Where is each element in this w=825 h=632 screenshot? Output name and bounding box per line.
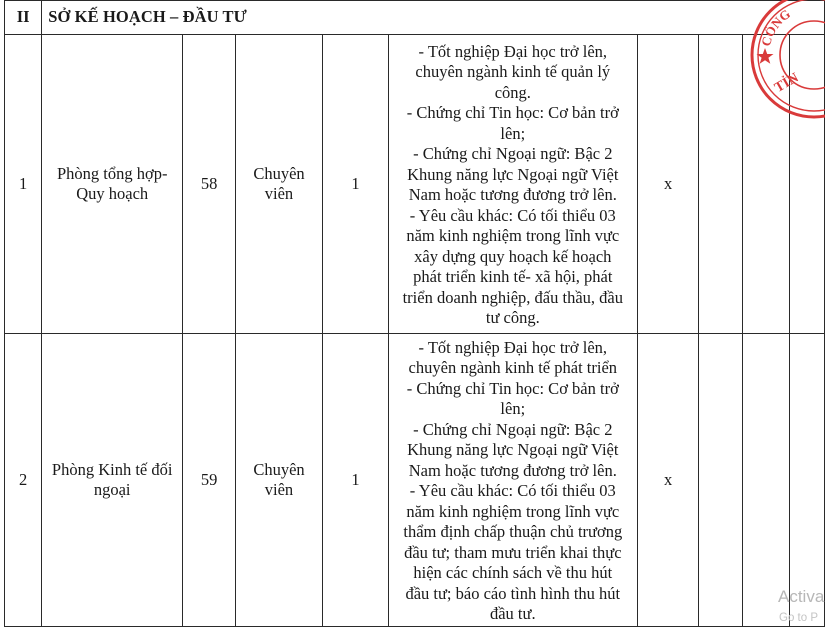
requirement-line: - Tốt nghiệp Đại học trở lên, xyxy=(418,337,608,357)
requirement-line: - Chứng chỉ Ngoại ngữ: Bậc 2 xyxy=(413,144,613,163)
requirement-line: năm kinh nghiệm trong lĩnh vực xyxy=(406,226,620,245)
position-code: 58 xyxy=(183,35,236,334)
requirement-line: đầu tư; tham mưu triển khai thực xyxy=(404,542,622,562)
official-seal-icon xyxy=(745,0,825,124)
position-line: viên xyxy=(264,480,294,499)
empty-cell xyxy=(743,334,790,627)
requirement-line: - Chứng chỉ Tin học: Cơ bản trở xyxy=(406,378,619,398)
department-cell xyxy=(42,35,183,334)
recruitment-table xyxy=(4,0,825,627)
department-line: Phòng Kinh tế đối xyxy=(51,459,173,479)
requirement-line: năm kinh nghiệm trong lĩnh vực xyxy=(406,501,620,521)
requirement-line: tư công. xyxy=(485,308,540,327)
position-line: viên xyxy=(264,184,294,203)
requirement-line: triển doanh nghiệp, đấu thầu, đầu xyxy=(402,287,623,307)
section-header-row xyxy=(5,1,825,35)
requirements-cell xyxy=(389,35,638,334)
requirement-line: lên; xyxy=(500,399,526,418)
requirement-line: đầu tư; báo cáo tình hình thu hút xyxy=(405,583,621,603)
requirement-line: chuyên ngành kinh tế phát triển xyxy=(408,358,618,377)
mark-cell: x xyxy=(638,35,698,334)
department-line: ngoại xyxy=(93,480,131,499)
empty-cell xyxy=(698,35,743,334)
position-title-cell xyxy=(236,334,323,627)
position-line: Chuyên xyxy=(253,163,305,183)
requirement-line: - Yêu cầu khác: Có tối thiểu 03 xyxy=(409,205,616,225)
empty-cell xyxy=(698,334,743,627)
requirement-line: hiện các chính sách về thu hút xyxy=(413,563,613,582)
department-cell xyxy=(42,334,183,627)
requirement-line: Khung năng lực Ngoại ngữ Việt xyxy=(407,440,619,459)
department-line: Phòng tổng hợp- xyxy=(56,163,168,183)
empty-cell xyxy=(789,334,824,627)
requirement-line: đầu tư. xyxy=(489,604,536,623)
svg-text:CÔNG xyxy=(758,6,793,48)
position-code: 59 xyxy=(183,334,236,627)
requirement-line: Nam hoặc tương đương trở lên. xyxy=(408,460,617,480)
table-row xyxy=(5,35,825,334)
requirement-line: công. xyxy=(494,82,531,102)
requirement-line: xây dựng quy hoạch kế hoạch xyxy=(414,246,612,266)
table-row xyxy=(5,334,825,627)
requirement-line: - Tốt nghiệp Đại học trở lên, xyxy=(418,41,608,61)
requirement-line: - Chứng chỉ Ngoại ngữ: Bậc 2 xyxy=(413,419,613,439)
seal-text: TỈN xyxy=(772,70,802,96)
mark-cell: x xyxy=(638,334,698,627)
requirement-line: chuyên ngành kinh tế quản lý xyxy=(415,62,611,81)
requirement-line: phát triển kinh tế- xã hội, phát xyxy=(413,267,613,286)
requirement-line: - Yêu cầu khác: Có tối thiểu 03 xyxy=(409,481,616,500)
seal-text: CÔNG xyxy=(757,6,794,48)
activation-watermark-title: Activa xyxy=(778,587,825,606)
requirements-cell xyxy=(389,334,638,627)
requirement-line: Nam hoặc tương đương trở lên. xyxy=(408,185,617,204)
department-line: Quy hoạch xyxy=(76,184,149,203)
requirement-line: lên; xyxy=(500,123,526,143)
position-title-cell xyxy=(236,35,323,334)
requirement-line: - Chứng chỉ Tin học: Cơ bản trở xyxy=(406,103,619,122)
requirement-line: thẩm định chấp thuận chủ trương xyxy=(403,522,623,541)
row-index: 1 xyxy=(5,35,42,334)
position-line: Chuyên xyxy=(253,459,305,479)
quantity: 1 xyxy=(322,334,388,627)
quantity: 1 xyxy=(322,35,388,334)
activation-watermark-subtitle: Go to P xyxy=(779,612,818,624)
section-title: SỞ KẾ HOẠCH – ĐẦU TƯ xyxy=(42,1,825,35)
requirement-line: Khung năng lực Ngoại ngữ Việt xyxy=(407,164,619,184)
section-number: II xyxy=(5,1,42,35)
row-index: 2 xyxy=(5,334,42,627)
